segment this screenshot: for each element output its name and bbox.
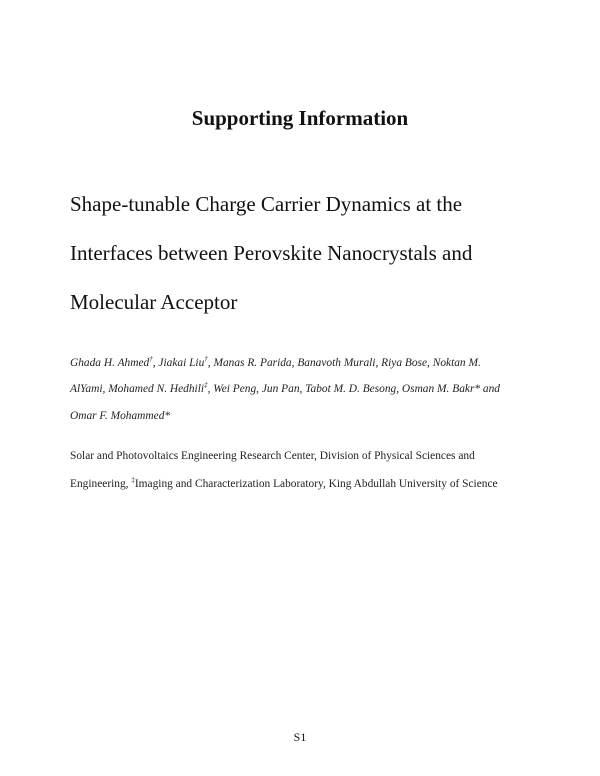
paper-title-line-2: Interfaces between Perovskite Nanocrystals and <box>70 241 473 265</box>
affiliation-text: Imaging and Characterization Laboratory, King Abdullah University of Science <box>134 478 498 490</box>
equal-contribution-mark: † <box>204 355 208 364</box>
author-name: , Jiakai Liu <box>152 357 205 369</box>
page-number: S1 <box>293 730 307 744</box>
authors-line-1 <box>70 356 481 371</box>
affiliation-mark: ‡ <box>131 476 135 485</box>
affiliation-line-1: Solar and Photovoltaics Engineering Research Center, Division of Physical Sciences and <box>70 450 475 462</box>
author-names: , Wei Peng, Jun Pan, Tabot M. D. Besong, Osman M. Bakr* and <box>207 383 501 395</box>
affiliation-mark: ‡ <box>204 381 208 390</box>
authors-line-3: Omar F. Mohammed* <box>70 410 171 422</box>
author-name: AlYami, Mohamed N. Hedhili <box>70 383 205 395</box>
author-names: , Manas R. Parida, Banavoth Murali, Riya Bose, Noktan M. <box>207 357 481 369</box>
affiliation-line-2 <box>70 477 498 492</box>
affiliation-text: Engineering, <box>70 478 132 490</box>
author-name: Ghada H. Ahmed <box>70 357 150 369</box>
authors-line-2 <box>70 382 500 397</box>
section-heading: Supporting Information <box>191 106 409 130</box>
paper-title-line-1: Shape-tunable Charge Carrier Dynamics at the <box>70 192 463 216</box>
paper-title-line-3: Molecular Acceptor <box>70 290 238 314</box>
equal-contribution-mark: † <box>149 355 153 364</box>
